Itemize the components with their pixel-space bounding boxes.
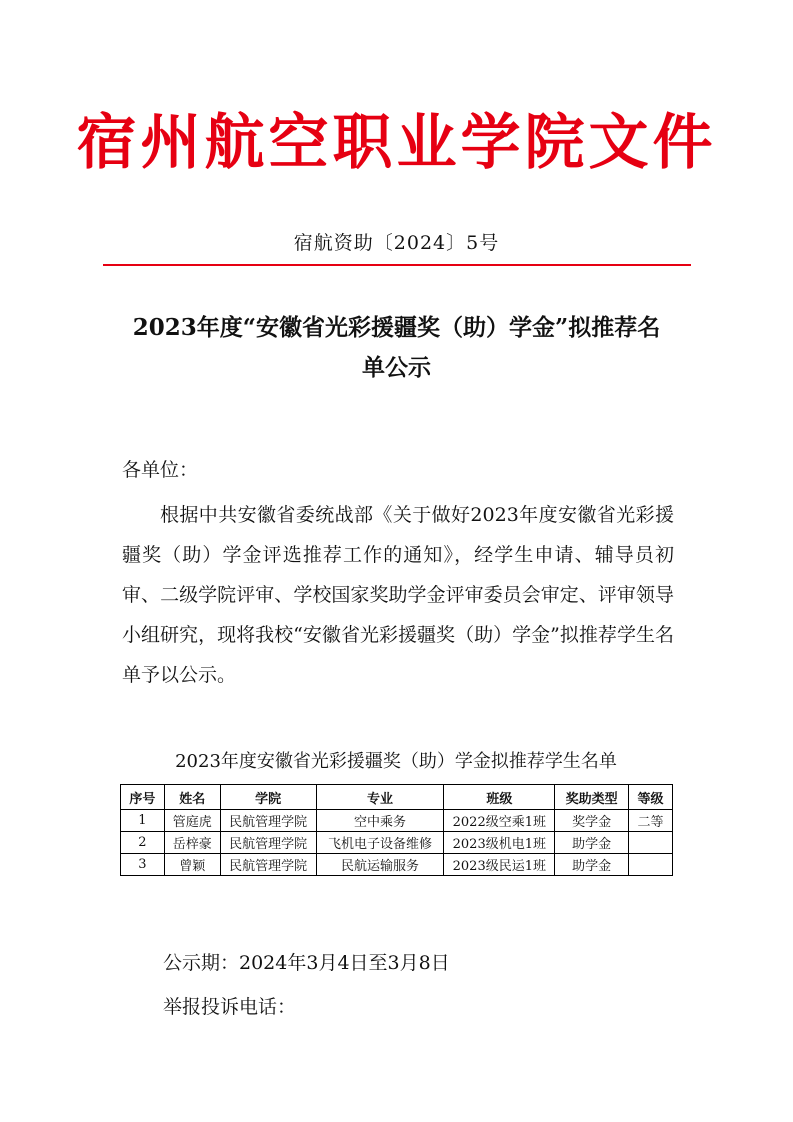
report-phone-label: 举报投诉电话： xyxy=(163,996,297,1018)
cell-award-type: 助学金 xyxy=(555,832,629,854)
cell-college: 民航管理学院 xyxy=(220,832,316,854)
notice-period: 公示期：2024年3月4日至3月8日 xyxy=(163,952,450,974)
red-divider-line xyxy=(103,264,691,266)
cell-index: 1 xyxy=(121,810,165,832)
cell-class: 2023级机电1班 xyxy=(444,832,555,854)
cell-index: 2 xyxy=(121,832,165,854)
cell-level: 二等 xyxy=(629,810,673,832)
header-cell-name: 姓名 xyxy=(164,785,220,810)
document-number: 宿航资助〔2024〕5号 xyxy=(293,232,500,254)
table-row xyxy=(121,854,673,876)
header-cell-class: 班级 xyxy=(444,785,555,810)
cell-award-type: 奖学金 xyxy=(555,810,629,832)
header-cell-award-type: 奖助类型 xyxy=(555,785,629,810)
cell-major: 空中乘务 xyxy=(316,810,444,832)
cell-name: 曾颖 xyxy=(164,854,220,876)
cell-award-type: 助学金 xyxy=(555,854,629,876)
cell-major: 民航运输服务 xyxy=(316,854,444,876)
cell-major: 飞机电子设备维修 xyxy=(316,832,444,854)
table-header-row xyxy=(121,785,673,810)
header-cell-major: 专业 xyxy=(316,785,444,810)
document-title-line1: 2023年度“安徽省光彩援疆奖（助）学金”拟推荐名 xyxy=(132,314,661,341)
header-cell-college: 学院 xyxy=(220,785,316,810)
recommended-students-table xyxy=(120,784,673,876)
cell-college: 民航管理学院 xyxy=(220,854,316,876)
header-cell-level: 等级 xyxy=(629,785,673,810)
cell-college: 民航管理学院 xyxy=(220,810,316,832)
cell-index: 3 xyxy=(121,854,165,876)
org-header-title: 宿州航空职业学院文件 xyxy=(76,108,717,178)
table-row xyxy=(121,832,673,854)
table-row xyxy=(121,810,673,832)
document-title-line2: 单公示 xyxy=(362,354,431,381)
cell-name: 管庭虎 xyxy=(164,810,220,832)
table-caption: 2023年度安徽省光彩援疆奖（助）学金拟推荐学生名单 xyxy=(175,751,617,772)
cell-name: 岳梓豪 xyxy=(164,832,220,854)
cell-class: 2022级空乘1班 xyxy=(444,810,555,832)
cell-level xyxy=(629,832,673,854)
document-title xyxy=(110,308,683,388)
body-paragraph: 根据中共安徽省委统战部《关于做好2023年度安徽省光彩援疆奖（助）学金评选推荐工作的通知》，经学生申请、辅导员初审、二级学院评审、学校国家奖助学金评审委员会审定、评审领导小组研究，现将我校“安徽省光彩援疆奖（助）学金”拟推荐学生名单予以公示。 xyxy=(122,504,674,686)
cell-class: 2023级民运1班 xyxy=(444,854,555,876)
salutation: 各单位： xyxy=(122,459,199,481)
cell-level xyxy=(629,854,673,876)
header-cell-index: 序号 xyxy=(121,785,165,810)
